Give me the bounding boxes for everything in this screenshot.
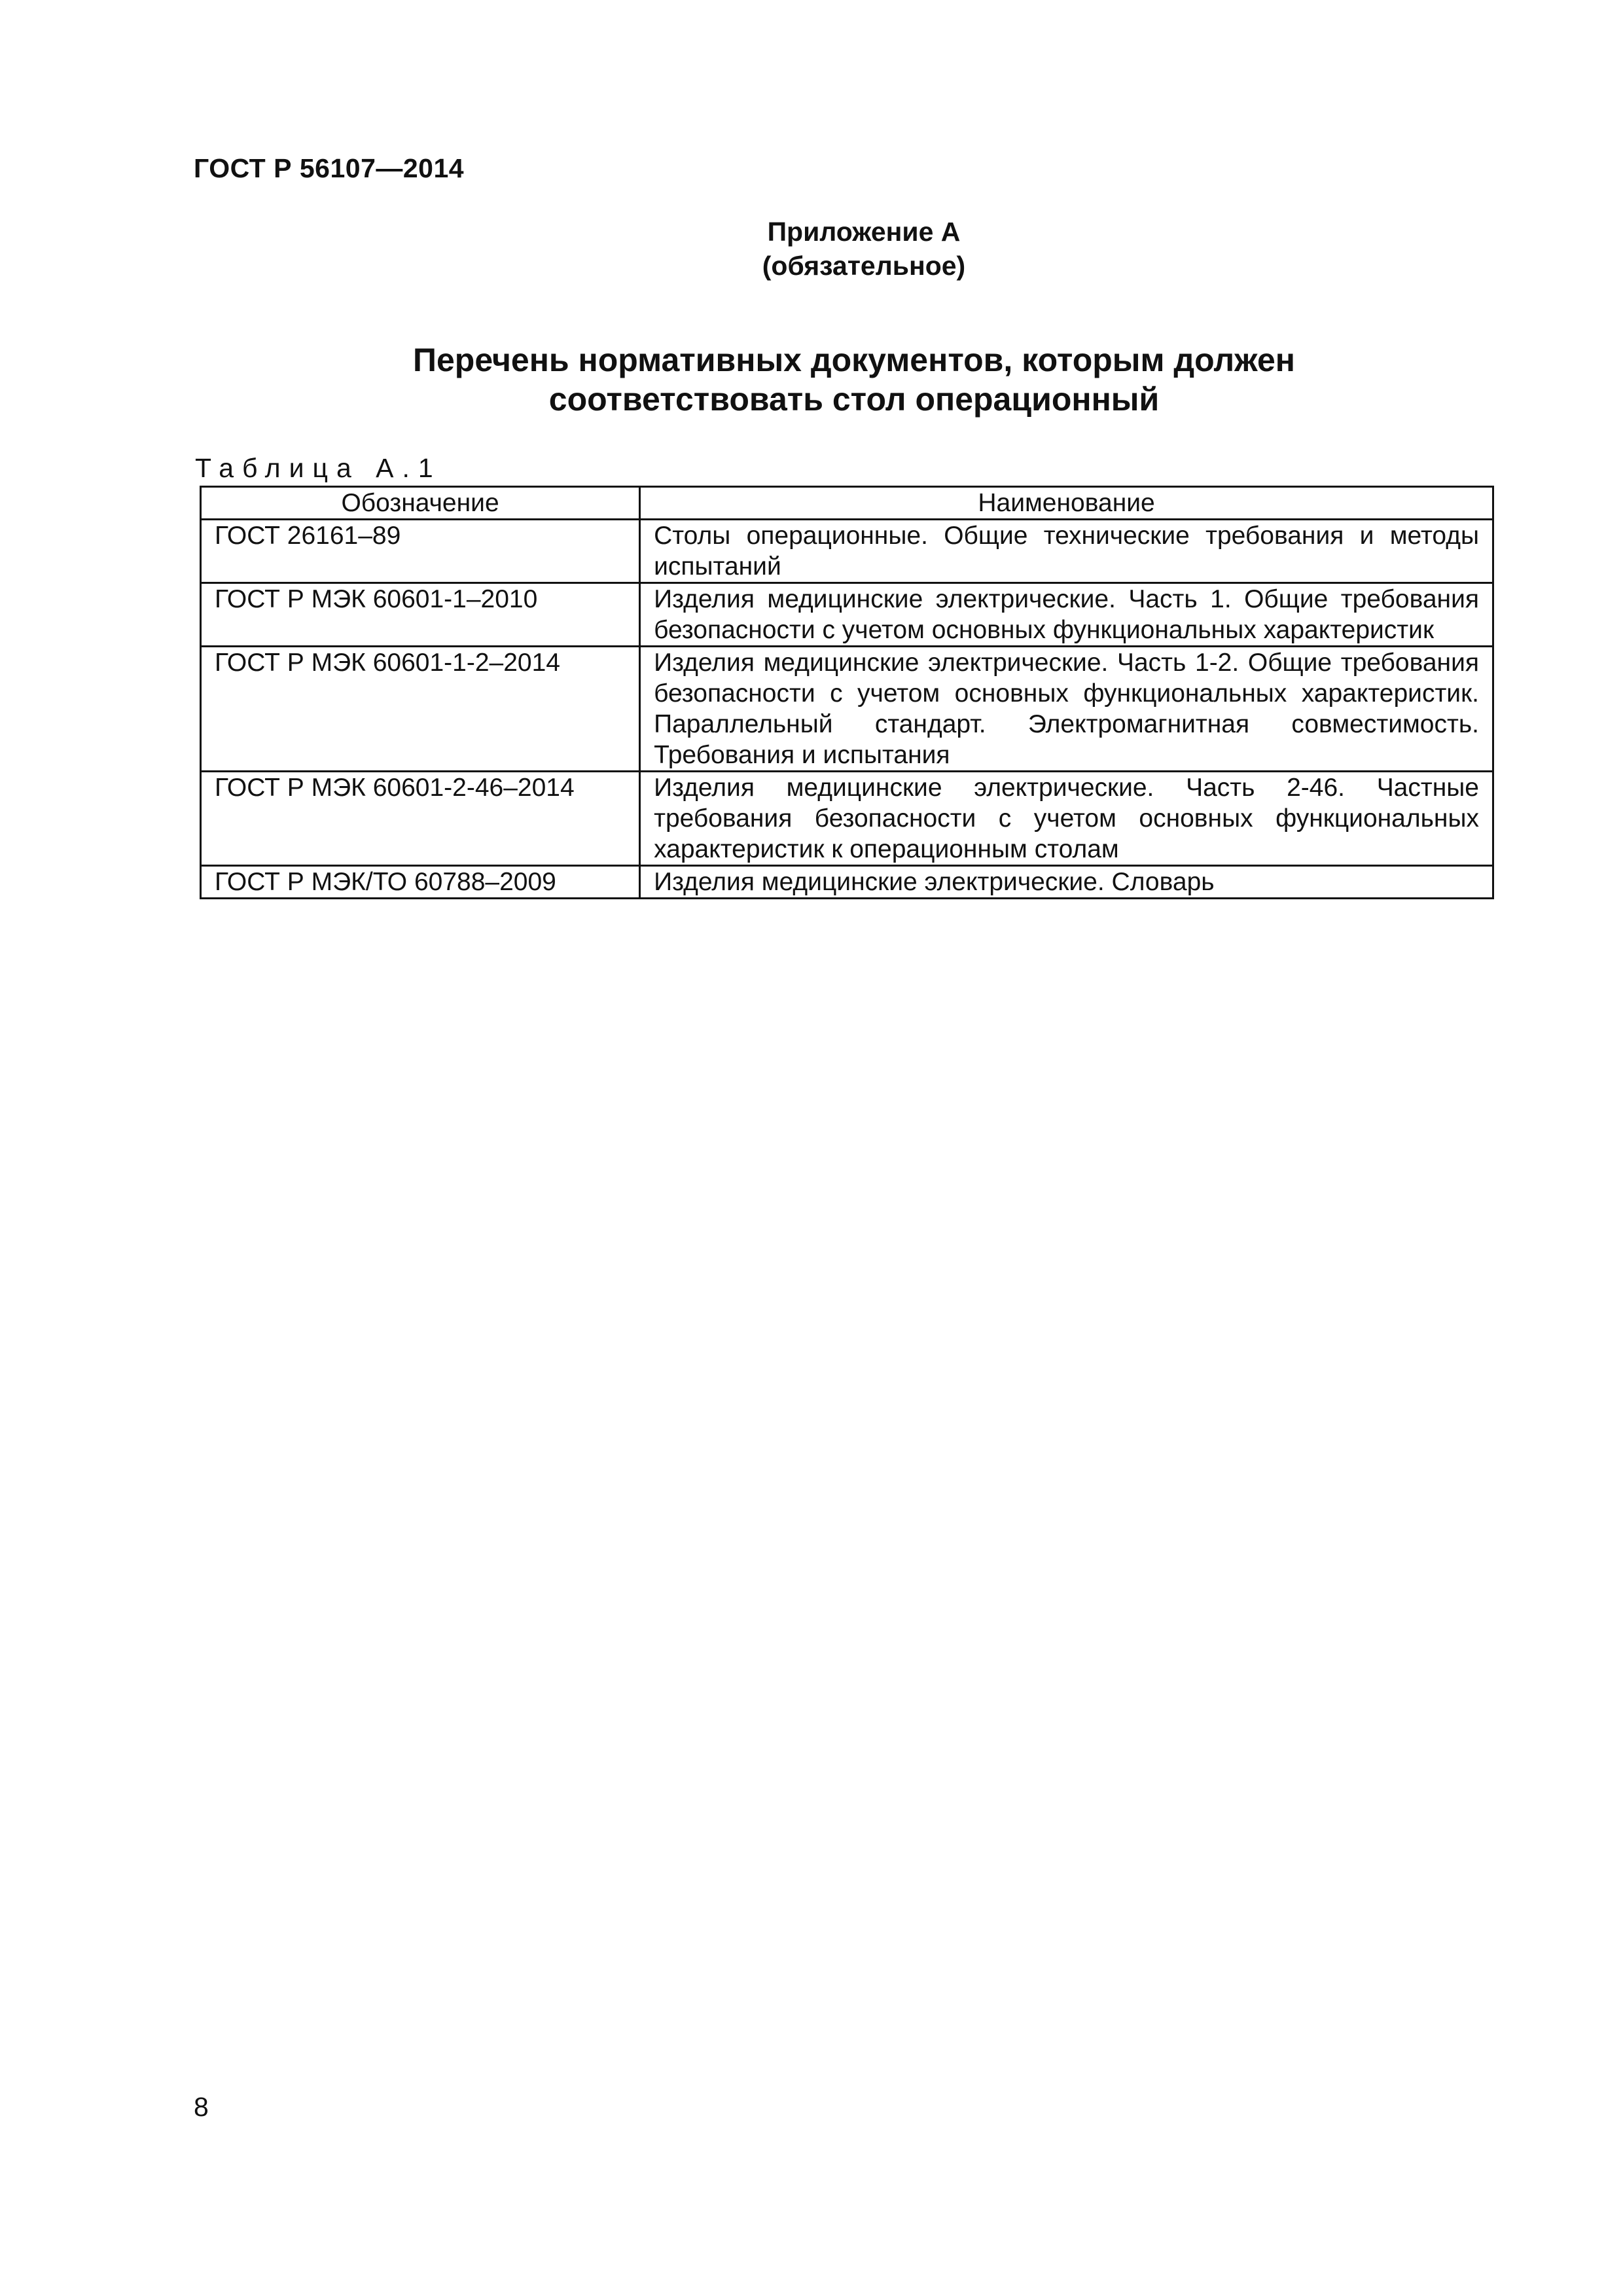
normative-documents-table xyxy=(200,486,1494,899)
cell-designation: ГОСТ Р МЭК 60601-1-2–2014 xyxy=(201,647,640,772)
section-title-line-2: соответствовать стол операционный xyxy=(548,381,1160,418)
appendix-heading xyxy=(654,215,1073,283)
cell-designation: ГОСТ Р МЭК/ТО 60788–2009 xyxy=(201,866,640,899)
column-header-designation: Обозначение xyxy=(201,487,640,520)
table-row xyxy=(201,866,1493,899)
table-row xyxy=(201,647,1493,772)
section-title xyxy=(196,340,1427,419)
cell-name: Изделия медицинские электрические. Часть 1-2. Общие требования безопасности с учетом основных функциональных характеристик. Параллельный стандарт. Электромагнитная совместимость. Требования и испытания xyxy=(640,647,1493,772)
table-row xyxy=(201,772,1493,866)
cell-designation: ГОСТ Р МЭК 60601-1–2010 xyxy=(201,583,640,647)
column-header-name: Наименование xyxy=(640,487,1493,520)
standard-id-header: ГОСТ Р 56107—2014 xyxy=(194,153,465,183)
appendix-title: Приложение А xyxy=(767,217,961,247)
table-header-row xyxy=(201,487,1493,520)
page-number: 8 xyxy=(194,2092,209,2122)
cell-name: Изделия медицинские электрические. Часть 2-46. Частные требования безопасности с учетом основных функциональных характеристик к операционным столам xyxy=(640,772,1493,866)
cell-name: Изделия медицинские электрические. Часть 1. Общие требования безопасности с учетом основных функциональных характеристик xyxy=(640,583,1493,647)
table-caption: Таблица А.1 xyxy=(195,453,442,483)
table-row xyxy=(201,583,1493,647)
section-title-line-1: Перечень нормативных документов, которым должен xyxy=(413,342,1295,378)
cell-name: Изделия медицинские электрические. Словарь xyxy=(640,866,1493,899)
table-row xyxy=(201,520,1493,583)
cell-name: Столы операционные. Общие технические требования и методы испытаний xyxy=(640,520,1493,583)
cell-designation: ГОСТ 26161–89 xyxy=(201,520,640,583)
cell-designation: ГОСТ Р МЭК 60601-2-46–2014 xyxy=(201,772,640,866)
appendix-note: (обязательное) xyxy=(762,251,966,281)
